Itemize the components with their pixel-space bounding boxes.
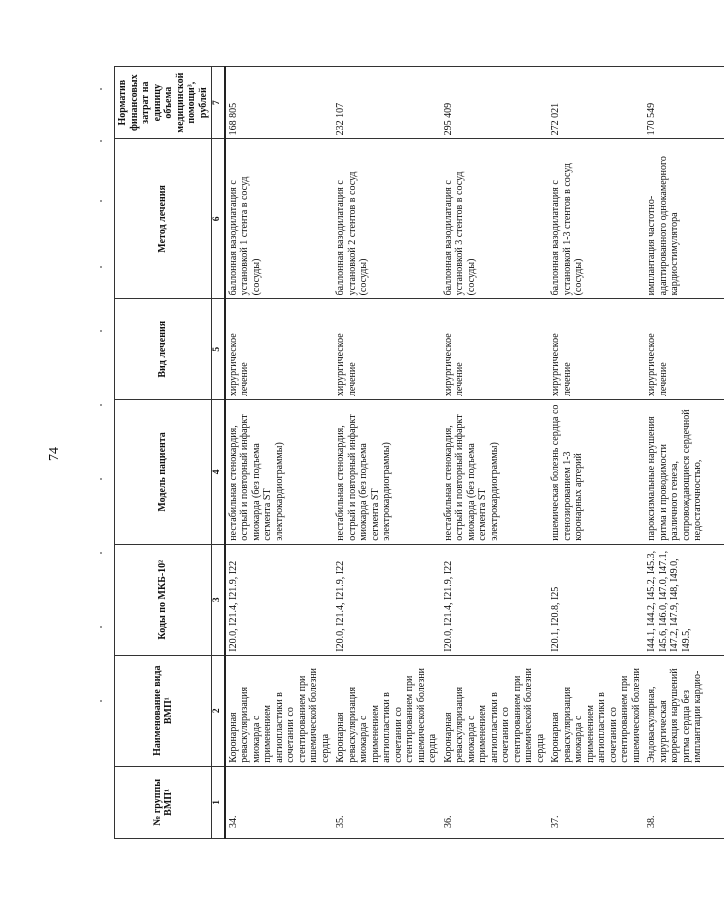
cell-codes: I44.1, I44.2, I45.2, I45.3, I45.6, I46.0, I47.0, I47.1, I47.2, I47.9, I48, I49.0, I49.5, — [644, 544, 724, 655]
cell-cost: 295 409 — [441, 67, 549, 139]
cell-method: баллонная вазодилатация с установкой 1-3 стентов в сосуд (сосуды) — [548, 139, 644, 299]
cell-method: баллонная вазодилатация с установкой 1 стента в сосуд (сосуды) — [225, 139, 334, 299]
header-vmp-name: Наименование вида ВМП¹ — [115, 655, 212, 766]
cell-patient: нестабильная стенокардия, острый и повторный инфаркт миокарда (без подъема сегмента ST электрокардиограммы) — [225, 400, 334, 545]
cell-method: баллонная вазодилатация с установкой 3 стентов в сосуд (сосуды) — [441, 139, 549, 299]
cell-method: баллонная вазодилатация с установкой 2 стентов в сосуд (сосуды) — [333, 139, 441, 299]
scan-dots — [100, 0, 101, 905]
cell-group: 34. — [225, 766, 334, 838]
cell-patient: пароксизмальные нарушения ритма и проводимости различного генеза, сопровождающиеся сердечной недостаточностью, — [644, 400, 724, 545]
cell-cost: 232 107 — [333, 67, 441, 139]
page-number: 74 — [47, 447, 62, 461]
scan-dot — [100, 552, 102, 554]
cell-group: 35. — [333, 766, 441, 838]
cell-name: Коронарная реваскуляризация миокарда с применением ангиопластики в сочетании со стентированием при ишемической болезни сердца — [333, 655, 441, 766]
scan-dot — [100, 626, 102, 628]
scan-dot — [100, 200, 102, 202]
cell-name: Коронарная реваскуляризация миокарда с применением ангиопластики в сочетании со стентированием при ишемической болезни сердца — [441, 655, 549, 766]
column-number: 4 — [212, 400, 225, 545]
cell-codes: I20.0, I21.4, I21.9, I22 — [441, 544, 549, 655]
cell-treatment: хирургическое лечение — [644, 299, 724, 400]
table-row — [548, 67, 644, 839]
cell-treatment: хирургическое лечение — [548, 299, 644, 400]
rotated-table-wrapper — [114, 66, 703, 839]
cell-treatment: хирургическое лечение — [333, 299, 441, 400]
cell-group: 38. — [644, 766, 724, 838]
table-row — [333, 67, 441, 839]
header-cost-standard: Норматив финансовых затрат на единицу объема медицинской помощи³, рублей — [115, 67, 212, 139]
scan-dot — [100, 478, 102, 480]
cell-codes: I20.0, I21.4, I21.9, I22 — [225, 544, 334, 655]
vmp-table — [114, 66, 724, 839]
column-number: 1 — [212, 766, 225, 838]
header-patient-model: Модель пациента — [115, 400, 212, 545]
cell-method: имплантация частотно-адаптированного однокамерного кардиостимулятора — [644, 139, 724, 299]
scan-dot — [100, 88, 102, 90]
cell-name: Коронарная реваскуляризация миокарда с применением ангиопластики в сочетании со стентированием при ишемической болезни сердца — [225, 655, 334, 766]
cell-name: Коронарная реваскуляризация миокарда с применением ангиопластики в сочетании со стентированием при ишемической болезни — [548, 655, 644, 766]
header-group-number: № группы ВМП¹ — [115, 766, 212, 838]
cell-group: 36. — [441, 766, 549, 838]
header-treatment-type: Вид лечения — [115, 299, 212, 400]
scan-dot — [100, 330, 102, 332]
table-row — [441, 67, 549, 839]
cell-codes: I20.1, I20.8, I25 — [548, 544, 644, 655]
cell-patient: ишемическая болезнь сердца со стенозированием 1-3 коронарных артерий — [548, 400, 644, 545]
column-number: 3 — [212, 544, 225, 655]
cell-patient: нестабильная стенокардия, острый и повторный инфаркт миокарда (без подъема сегмента ST электрокардиограммы) — [333, 400, 441, 545]
column-number: 6 — [212, 139, 225, 299]
cell-cost: 168 805 — [225, 67, 334, 139]
column-number: 5 — [212, 299, 225, 400]
cell-cost: 170 549 — [644, 67, 724, 139]
cell-patient: нестабильная стенокардия, острый и повторный инфаркт миокарда (без подъема сегмента ST электрокардиограммы) — [441, 400, 549, 545]
header-icd-codes: Коды по МКБ-10² — [115, 544, 212, 655]
column-number: 2 — [212, 655, 225, 766]
column-number: 7 — [212, 67, 225, 139]
scan-dot — [100, 266, 102, 268]
cell-codes: I20.0, I21.4, I21.9, I22 — [333, 544, 441, 655]
scan-dot — [100, 700, 102, 702]
cell-group: 37. — [548, 766, 644, 838]
cell-name: Эндоваскулярная, хирургическая коррекция нарушений ритма сердца без имплантации кардио- — [644, 655, 724, 766]
header-treatment-method: Метод лечения — [115, 139, 212, 299]
cell-treatment: хирургическое лечение — [225, 299, 334, 400]
table-row — [644, 67, 724, 839]
scan-dot — [100, 404, 102, 406]
cell-treatment: хирургическое лечение — [441, 299, 549, 400]
scan-dot — [100, 140, 102, 142]
table-row — [225, 67, 334, 839]
cell-cost: 272 021 — [548, 67, 644, 139]
